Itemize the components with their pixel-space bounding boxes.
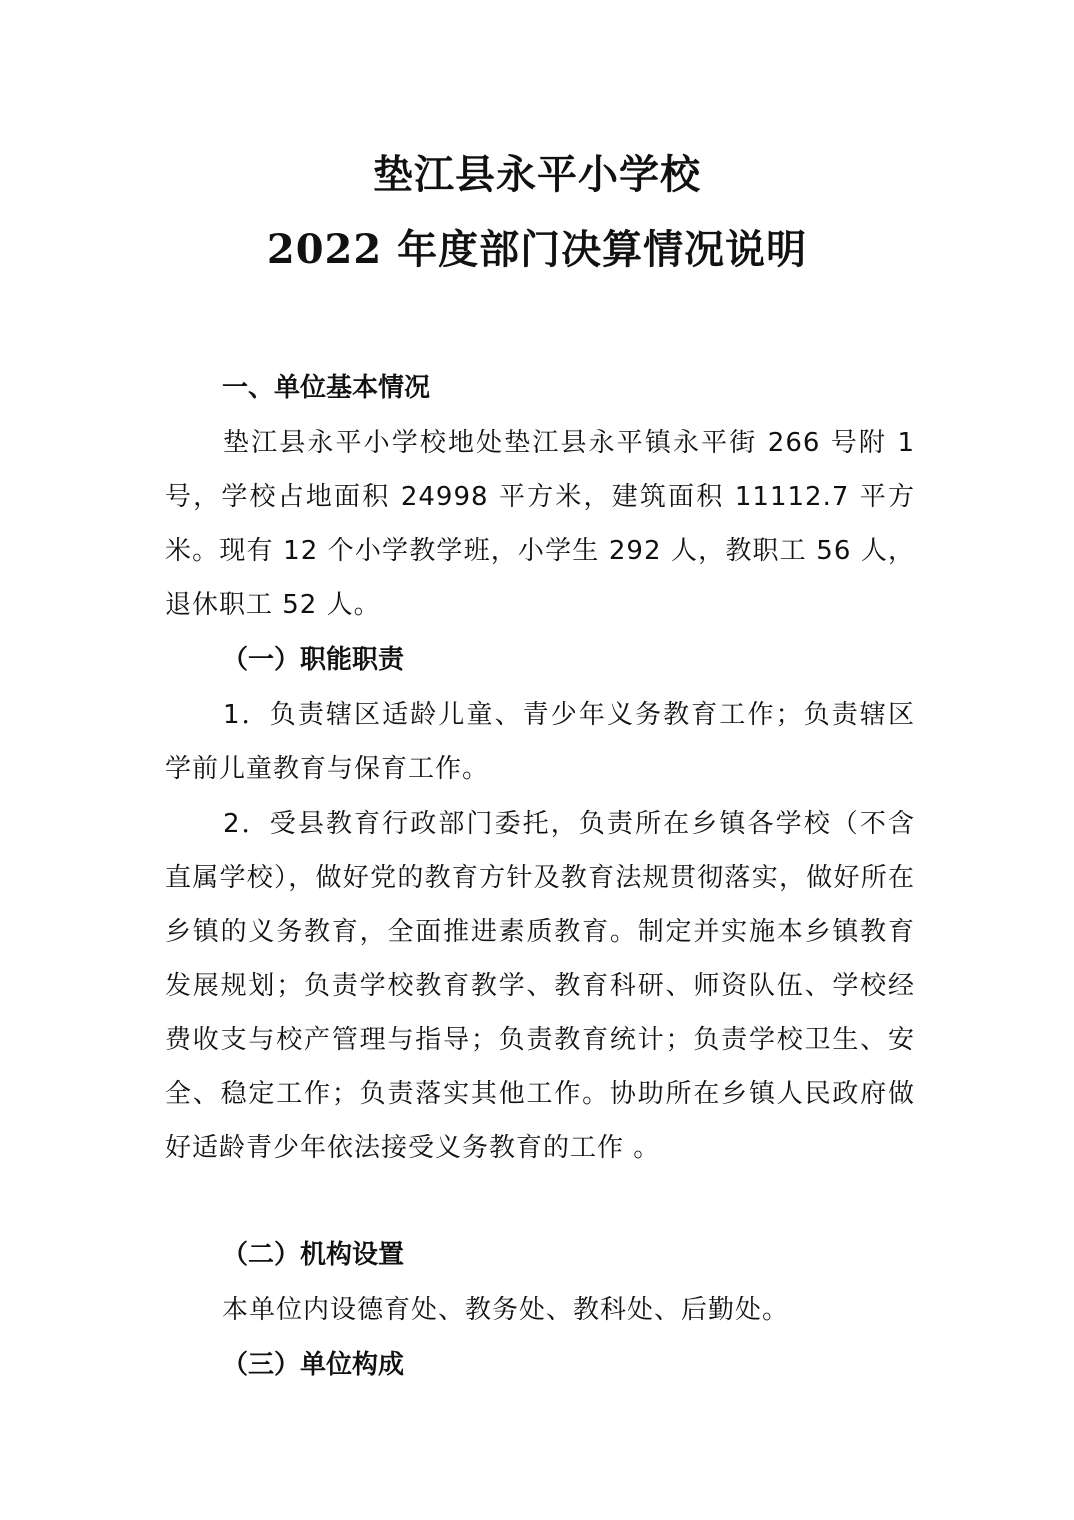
paragraph-basic-info: 垫江县永平小学校地处垫江县永平镇永平街 266 号附 1 号，学校占地面积 24998 平方米，建筑面积 11112.7 平方米。现有 12 个小学教学班，小学生 292 人，教职工 56 人，退休职工 52 人。 (165, 428, 915, 620)
subsection-heading-composition: （三）单位构成 (222, 1350, 405, 1380)
document-title-line1: 垫江县永平小学校 (373, 151, 701, 198)
paragraph-organization: 本单位内设德育处、教务处、教科处、后勤处。 (222, 1295, 790, 1325)
section-heading-basic-info: 一、单位基本情况 (222, 373, 431, 403)
subsection-heading-functions: （一）职能职责 (222, 645, 405, 675)
paragraph-function-item-2: 2．受县教育行政部门委托，负责所在乡镇各学校（不含直属学校），做好党的教育方针及教育法规贯彻落实，做好所在乡镇的义务教育，全面推进素质教育。制定并实施本乡镇教育发展规划；负责学校教育教学、教育科研、师资队伍、学校经费收支与校产管理与指导；负责教育统计；负责学校卫生、安全、稳定工作；负责落实其他工作。协助所在乡镇人民政府做好适龄青少年依法接受义务教育的工作 。 (165, 809, 915, 1163)
subsection-heading-organization: （二）机构设置 (222, 1240, 405, 1270)
paragraph-function-item-1: 1．负责辖区适龄儿童、青少年义务教育工作；负责辖区学前儿童教育与保育工作。 (165, 700, 915, 784)
document-title-line2: 2022 年度部门决算情况说明 (266, 226, 808, 273)
